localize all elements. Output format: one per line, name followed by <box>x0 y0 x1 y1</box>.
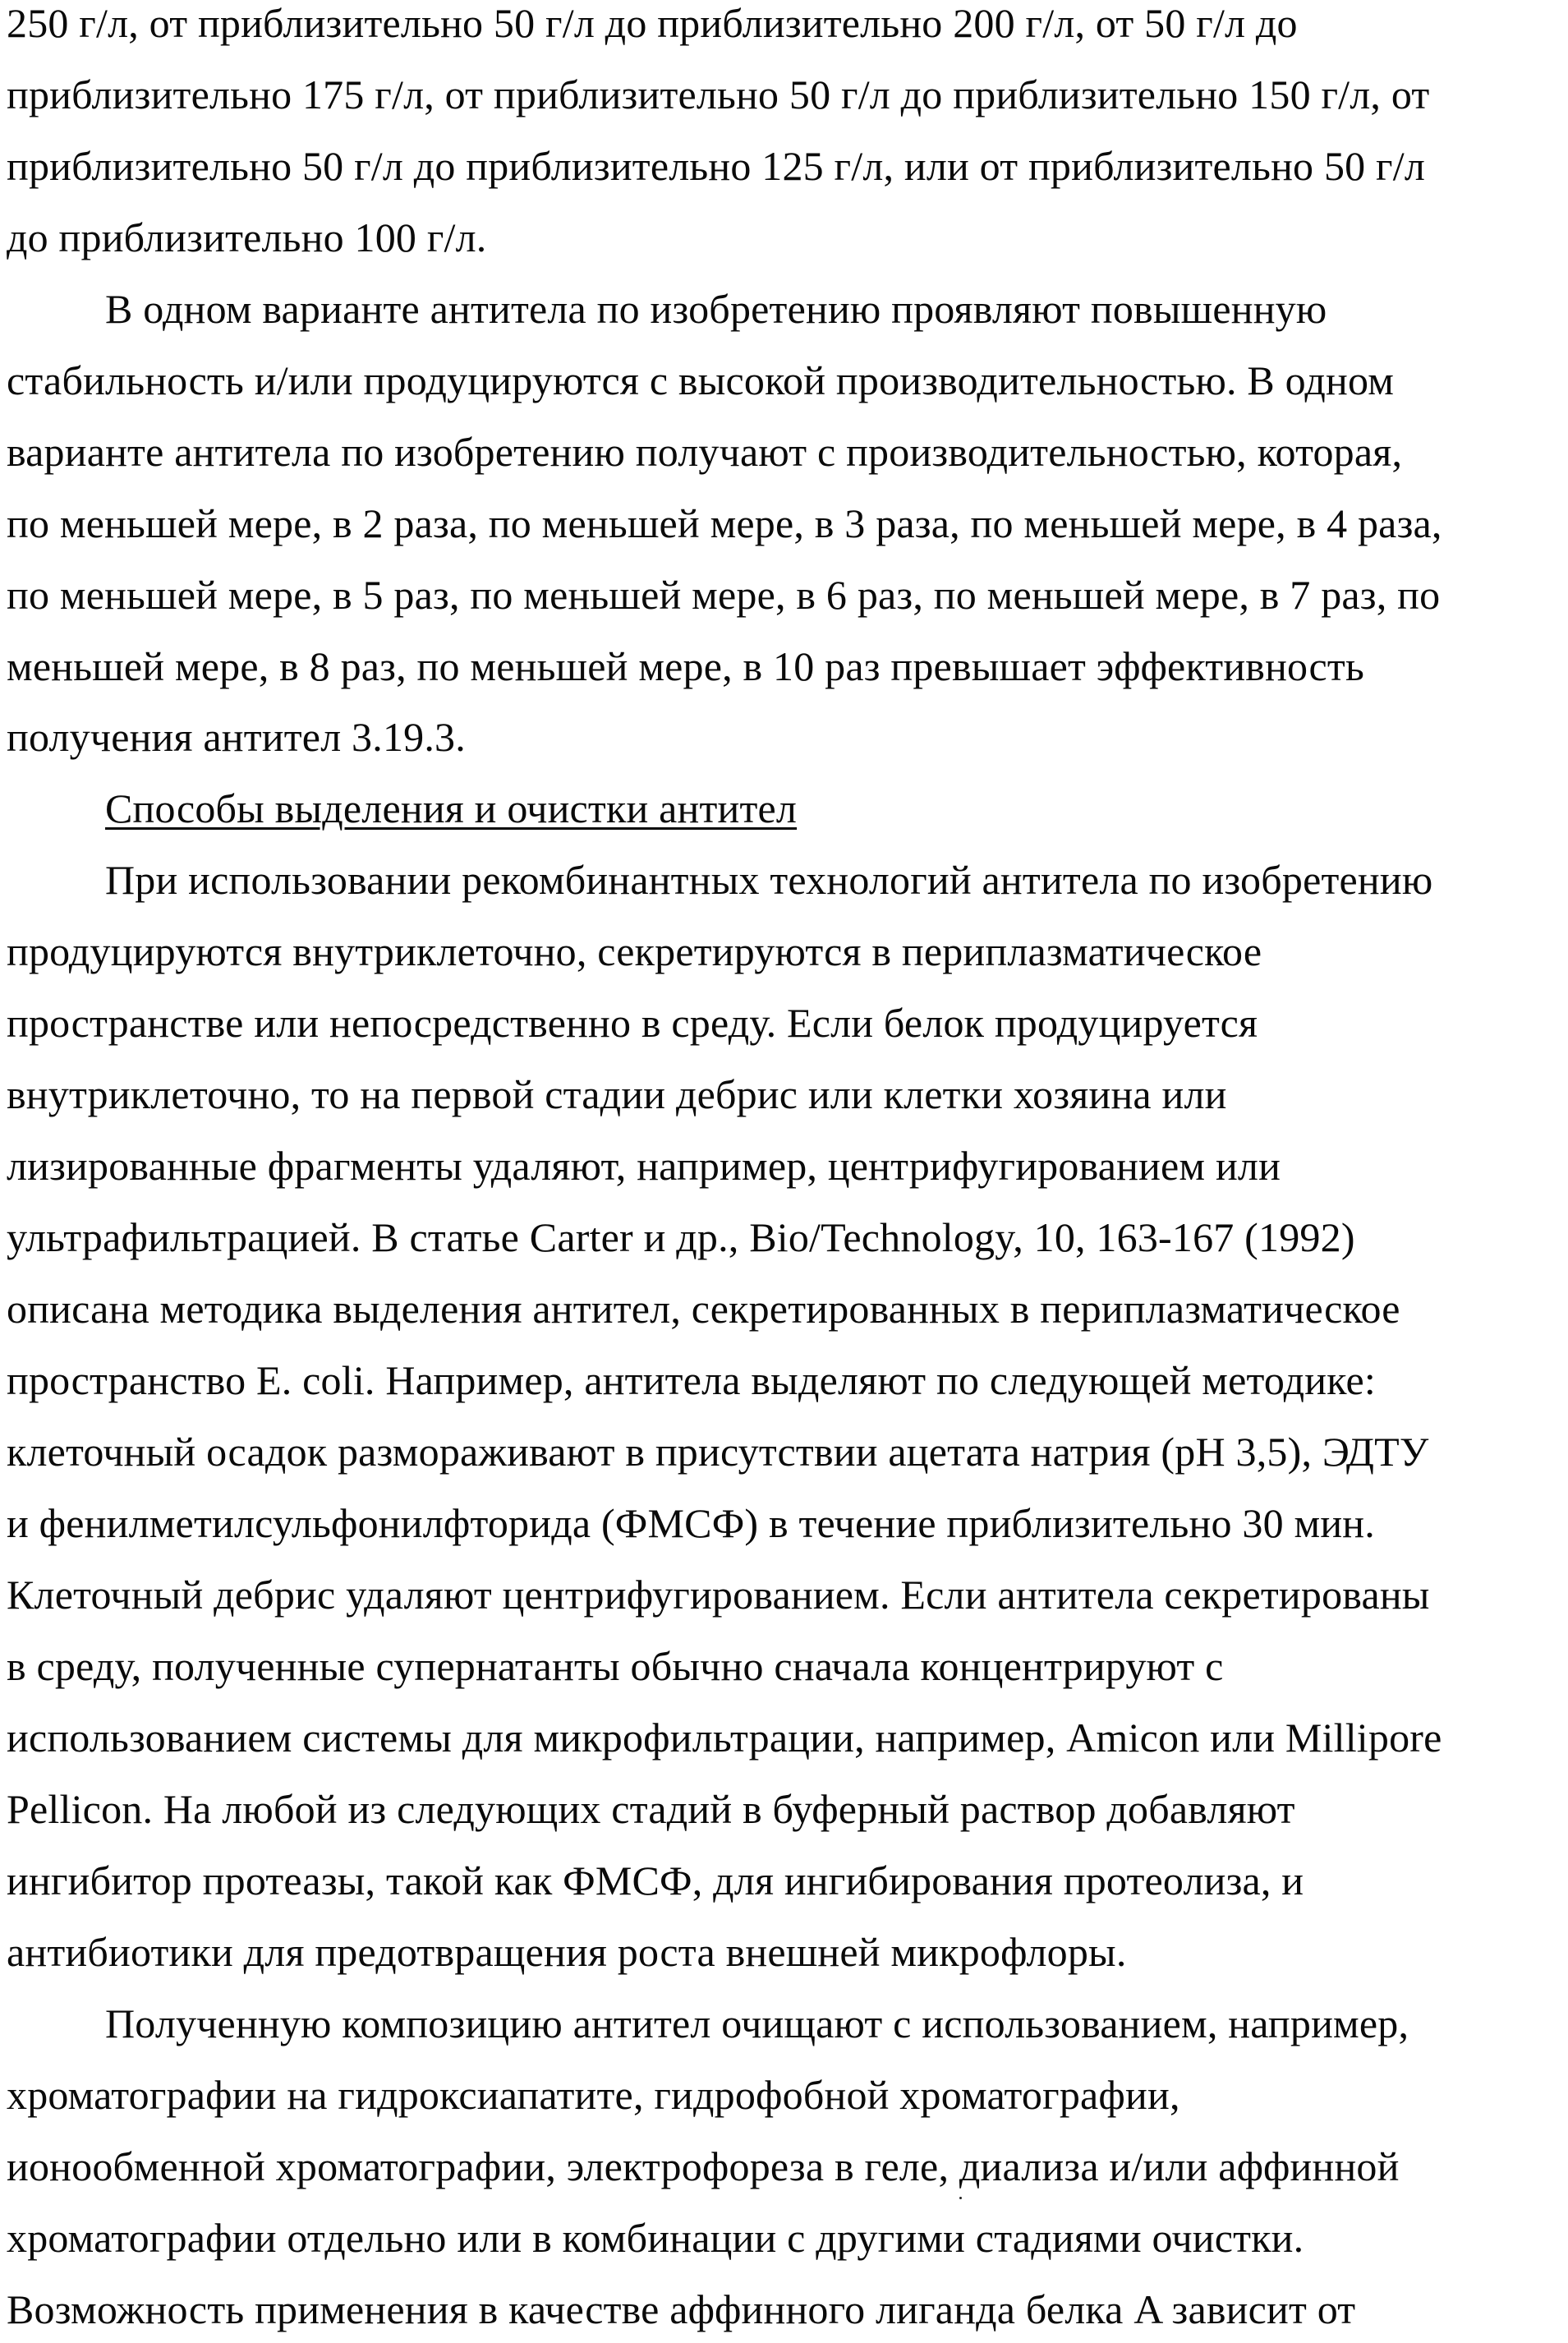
text-line: по меньшей мере, в 2 раза, по меньшей мере, в 3 раза, по меньшей мере, в 4 раза, <box>7 500 1442 546</box>
paragraph-first-line: Полученную композицию антител очищают с использованием, например, <box>105 2000 1409 2046</box>
text-line: ионообменной хроматографии, электрофореза в геле, диализа и/или аффинной <box>7 2143 1400 2189</box>
text-line: стабильность и/или продуцируются с высокой производительностью. В одном <box>7 357 1395 403</box>
text-line: ингибитор протеазы, такой как ФМСФ, для ингибирования протеолиза, и <box>7 1857 1304 1903</box>
text-line: пространство E. coli. Например, антитела выделяют по следующей методике: <box>7 1357 1376 1403</box>
section-heading-text: Способы выделения и очистки антител <box>105 785 798 831</box>
text-line: по меньшей мере, в 5 раз, по меньшей мере, в 6 раз, по меньшей мере, в 7 раз, по <box>7 572 1441 618</box>
text-line: антибиотики для предотвращения роста внешней микрофлоры. <box>7 1929 1127 1975</box>
text-line: Pellicon. На любой из следующих стадий в буферный раствор добавляют <box>7 1786 1295 1832</box>
text-line: варианте антитела по изобретению получают с производительностью, которая, <box>7 429 1403 475</box>
scan-speck <box>959 2197 962 2199</box>
text-line: Клеточный дебрис удаляют центрифугированием. Если антитела секретированы <box>7 1572 1430 1618</box>
text-line: пространстве или непосредственно в среду. Если белок продуцируется <box>7 1000 1258 1046</box>
text-line: продуцируются внутриклеточно, секретируются в периплазматическое <box>7 928 1262 974</box>
text-line: хроматографии на гидроксиапатите, гидрофобной хроматографии, <box>7 2072 1180 2118</box>
text-line: приблизительно 175 г/л, от приблизительно 50 г/л до приблизительно 150 г/л, от <box>7 71 1430 117</box>
text-line: внутриклеточно, то на первой стадии дебрис или клетки хозяина или <box>7 1071 1227 1117</box>
text-line: приблизительно 50 г/л до приблизительно 125 г/л, или от приблизительно 50 г/л <box>7 143 1425 189</box>
text-line: в среду, полученные супернатанты обычно сначала концентрируют с <box>7 1643 1224 1689</box>
text-line: хроматографии отдельно или в комбинации с другими стадиями очистки. <box>7 2215 1304 2261</box>
text-line: лизированные фрагменты удаляют, например, центрифугированием или <box>7 1143 1281 1189</box>
text-line: Возможность применения в качестве аффинного лиганда белка A зависит от <box>7 2286 1356 2332</box>
text-line: и фенилметилсульфонилфторида (ФМСФ) в течение приблизительно 30 мин. <box>7 1500 1375 1546</box>
text-line: получения антител 3.19.3. <box>7 714 466 760</box>
paragraph-first-line: При использовании рекомбинантных технологий антитела по изобретению <box>105 857 1433 903</box>
text-line: до приблизительно 100 г/л. <box>7 214 487 260</box>
section-heading <box>105 785 798 831</box>
text-line: описана методика выделения антител, секретированных в периплазматическое <box>7 1286 1400 1332</box>
text-line: использованием системы для микрофильтрации, например, Amicon или Millipore <box>7 1715 1442 1761</box>
text-line: 250 г/л, от приблизительно 50 г/л до приблизительно 200 г/л, от 50 г/л до <box>7 0 1298 46</box>
text-line: клеточный осадок размораживают в присутствии ацетата натрия (pH 3,5), ЭДТУ <box>7 1429 1429 1475</box>
paragraph-first-line: В одном варианте антитела по изобретению проявляют повышенную <box>105 286 1327 332</box>
text-line: ультрафильтрацией. В статье Carter и др., Bio/Technology, 10, 163-167 (1992) <box>7 1214 1355 1260</box>
text-line: меньшей мере, в 8 раз, по меньшей мере, в 10 раз превышает эффективность <box>7 643 1364 689</box>
